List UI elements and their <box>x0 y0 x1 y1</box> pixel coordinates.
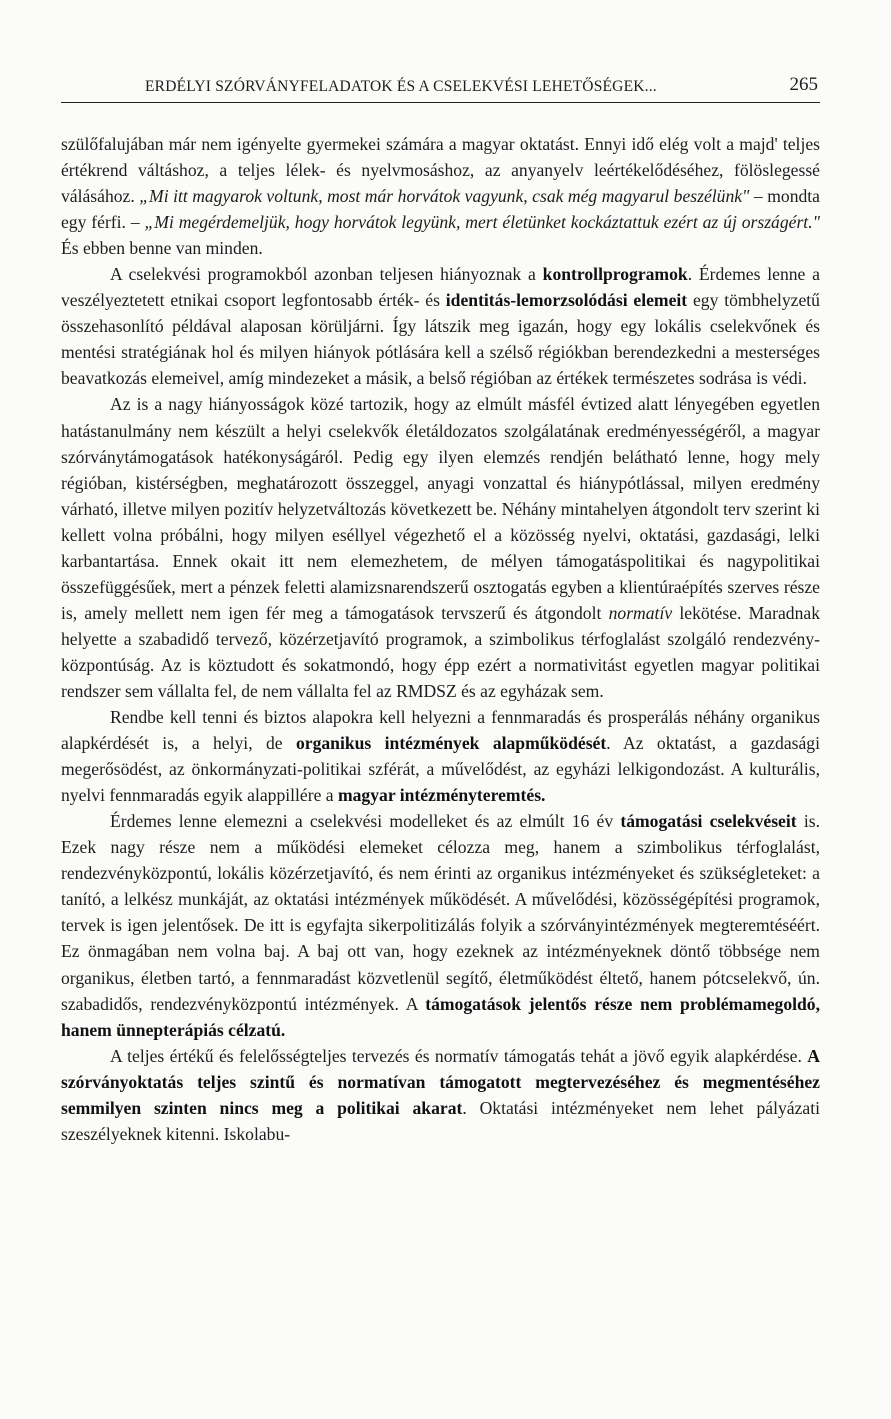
emphasis-bold: támogatási cselekvéseit <box>620 811 797 832</box>
text-run: Az is a nagy hiányosságok közé tartozik, hogy az elmúlt másfél évtized alatt lényegében egyetlen hatástanulmány nem készült a helyi cselekvők életáldozatos szolgálatának eredményességéről, a magyar szórványtámogatások hatékonyságáról. Pedig egy ilyen elemzés rendjén belátható lenne, hogy mely régióban, kistérségben, meghatározott összeggel, anyagi vonzattal és hiánypótlással, milyen eredmény várható, illetve milyen pozitív helyzetváltozás következett be. Néhány mintahelyen átgondolt terv szerint ki kellett volna próbálni, hogy milyen eséllyel végezhető el a közösség nyelvi, oktatási, gazdasági, lelki karbantartása. Ennek okait itt nem elemezhetem, de mélyen támogatáspolitikai és nagypolitikai összefüggésűek, mert a pénzek feletti alamizsnarendszerű osztogatás egyben a klientúraépítés szerves része is, amely mellett nem igen fér meg a támogatások tervszerű és átgondolt <box>61 394 820 623</box>
paragraph <box>61 131 820 261</box>
text-run: . Érdemes lenne a veszélyeztetett etnikai csoport legfontosabb érték- és <box>61 264 820 311</box>
emphasis-bold: A szórványoktatás teljes szintű és normatívan támogatott megtervezéséhez és megmentéséhez semmilyen szinten nincs meg a politikai akarat <box>61 1045 820 1118</box>
paragraph <box>61 261 820 391</box>
emphasis-bold: kontrollprogramok <box>542 264 688 285</box>
emphasis-bold: támogatások jelentős része nem problémamegoldó, hanem ünnepterápiás célzatú. <box>61 993 820 1040</box>
quote-italic: „Mi megérdemeljük, hogy horvátok legyünk, mert életünket kockáztattuk ezért az új országért." <box>144 212 820 233</box>
text-run: – mondta egy férfi. – <box>61 186 820 233</box>
paragraph <box>61 808 820 1042</box>
text-run: is. Ezek nagy része nem a működési elemeket célozza meg, hanem a szimbolikus térfoglalást, rendezvényközpontú, lokális közérzetjavító, és nem érinti az organikus intézményeket és szükségleteket: a tanító, a lelkész munkáját, az oktatási intézmények működését. A művelődési, közösségépítési programok, tervek is igen jelentősek. De itt is egyfajta sikerpolitizálás folyik a szórványintézmények megteremtéséért. Ez önmagában nem volna baj. A baj ott van, hogy ezeknek az intézményeknek döntő többsége nem organikus, életben tartó, a fennmaradást közvetlenül segítő, életműködést éltető, hanem pótcselekvő, ún. szabadidős, rendezvényközpontú intézmények. A <box>61 811 820 1014</box>
body-text <box>61 131 820 1147</box>
text-run: És ebben benne van minden. <box>61 238 263 259</box>
emphasis-bold: organikus intézmények alapműködését <box>295 733 607 754</box>
text-run: szülőfalujában már nem igényelte gyermekei számára a magyar oktatást. Ennyi idő elég volt a majd' teljes értékrend váltáshoz, a teljes lélek- és nyelvmosáshoz, az anyanyelv leértékelődéséhez, fölöslegessé válásához. <box>61 134 820 207</box>
text-run: Rendbe kell tenni és biztos alapokra kell helyezni a fennmaradás és prosperálás néhány organikus alapkérdését is, a helyi, de <box>61 707 820 754</box>
paragraph <box>61 391 820 704</box>
emphasis-italic: normatív <box>608 602 673 623</box>
paragraph <box>61 1043 820 1147</box>
quote-italic: „Mi itt magyarok voltunk, most már horvátok vagyunk, csak még magyarul beszélünk" <box>139 186 750 207</box>
text-run: lekötése. Maradnak helyette a szabadidő tervező, közérzetjavító programok, a szimbolikus térfoglalást szolgáló rendezvény-központúság. Az is köztudott és sokatmondó, hogy épp ezért a normativitást egyetlen magyar politikai rendszer sem vállalta fel, de nem vállalta fel az RMDSZ és az egyházak sem. <box>61 602 820 701</box>
text-run: . Oktatási intézményeket nem lehet pályázati szeszélyeknek kitenni. Iskolabu- <box>61 1097 820 1144</box>
text-run: . Az oktatást, a gazdasági megerősödést, az önkormányzati-politikai szférát, a művelődést, az egyházi lelkigondozást. A kulturális, nyelvi fennmaradás egyik alappillére a <box>61 733 820 806</box>
running-title: ERDÉLYI SZÓRVÁNYFELADATOK ÉS A CSELEKVÉSI LEHETŐSÉGEK... <box>145 78 657 95</box>
text-run: A teljes értékű és felelősségteljes tervezés és normatív támogatás tehát a jövő egyik alapkérdése. <box>110 1045 808 1066</box>
text-run: egy tömbhelyzetű összehasonlító példával alaposan körüljárni. Így látszik meg igazán, hogy egy lokális cselekvőnek és mentési stratégiának hol és milyen hiányok pótlására kell a szélső régiókban berendezkedni a mesterséges beavatkozás elemeivel, amíg mindezeket a másik, a belső régióban az értékek természetes sodrása is védi. <box>61 290 820 389</box>
text-run: A cselekvési programokból azonban teljesen hiányoznak a <box>110 264 543 285</box>
page-number: 265 <box>789 74 818 95</box>
page-header <box>61 74 820 103</box>
emphasis-bold: identitás-lemorzsolódási elemeit <box>445 290 688 311</box>
paragraph <box>61 704 820 808</box>
emphasis-bold: magyar intézményteremtés. <box>337 785 546 806</box>
text-run: Érdemes lenne elemezni a cselekvési modelleket és az elmúlt 16 év <box>110 811 621 832</box>
